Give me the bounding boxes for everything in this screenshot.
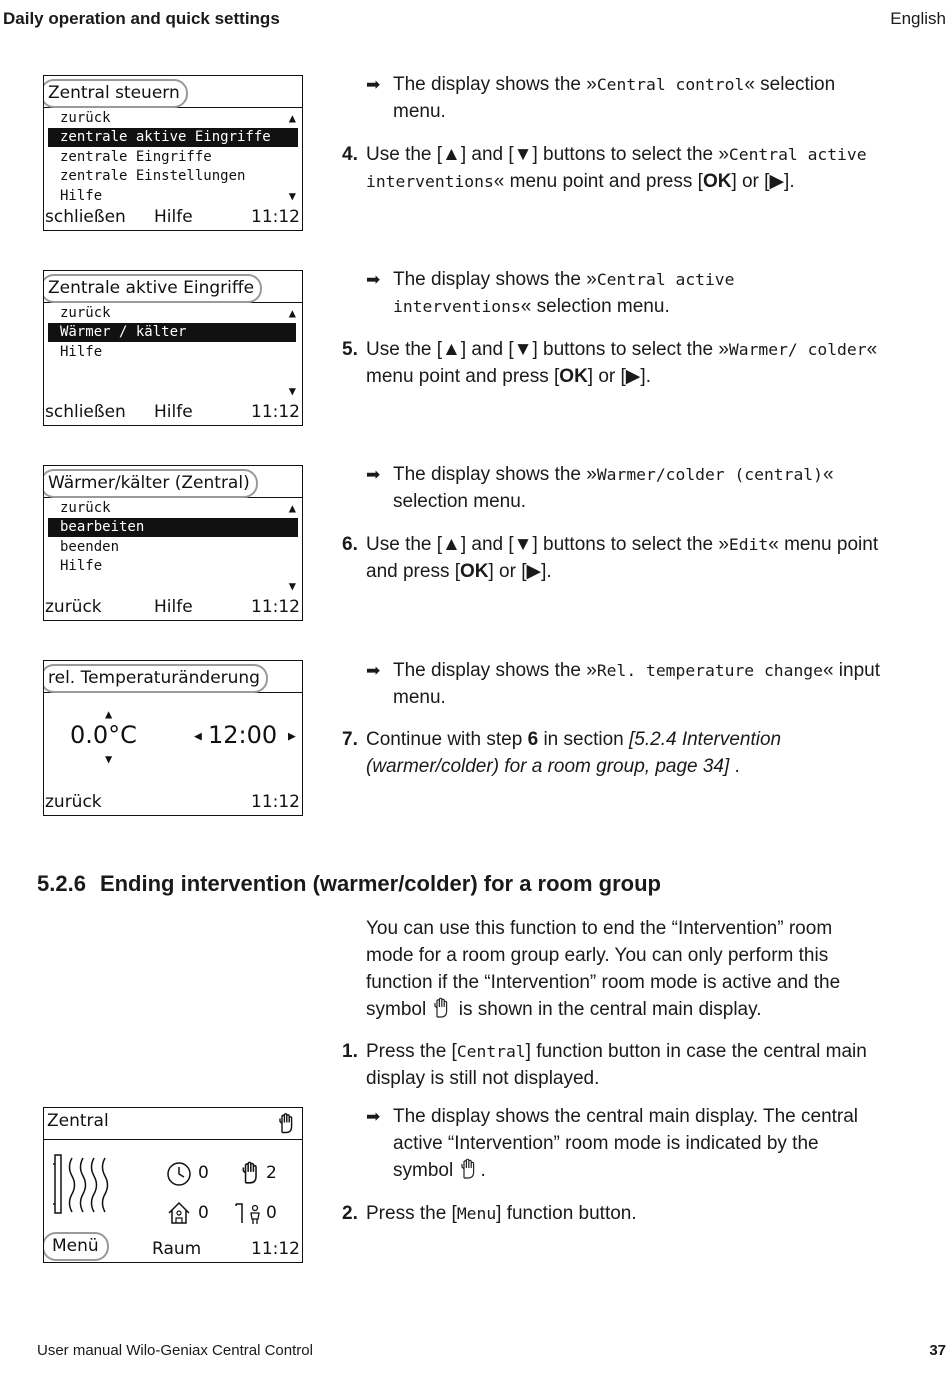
menu-item-selected: Wärmer / kälter [48, 323, 296, 342]
scroll-down-icon: ▼ [288, 579, 296, 593]
lcd-footer-left: schließen [45, 207, 126, 227]
scroll-up-icon: ▲ [288, 306, 296, 320]
scroll-up-icon: ▲ [288, 111, 296, 125]
lcd-clock: 11:12 [251, 1239, 300, 1259]
clock-icon [166, 1161, 192, 1187]
result-arrow-icon: ➡ [366, 1107, 381, 1126]
result-arrow-icon: ➡ [366, 465, 381, 484]
menu-item: Hilfe [60, 558, 103, 574]
hand-icon [431, 997, 453, 1019]
result-text: ➡ The display shows the »Warmer/colder (central)« selection menu. [366, 461, 882, 515]
scroll-down-icon: ▼ [288, 189, 296, 203]
result-arrow-icon: ➡ [366, 270, 381, 289]
lcd-relative-temperature-change [43, 660, 303, 816]
lcd-clock: 11:12 [251, 207, 300, 227]
lcd-title: Zentrale aktive Eingriffe [43, 274, 262, 303]
lcd-title-row [44, 466, 302, 498]
time-right-icon: ▶ [288, 729, 296, 744]
instruction-step: 5. Use the [▲] and [▼] buttons to select the »Warmer/ colder« menu point and press [OK] or [▶]. [342, 339, 878, 387]
footer-manual-title: User manual Wilo-Geniax Central Control [37, 1342, 313, 1359]
hand-icon [239, 1161, 263, 1185]
lcd-clock: 11:12 [251, 792, 300, 812]
menu-item: zentrale Einstellungen [60, 168, 246, 184]
result-text: ➡ The display shows the »Rel. temperature change« input menu. [366, 657, 882, 711]
absent-person-icon [234, 1200, 266, 1226]
intervention-count: 2 [266, 1163, 277, 1183]
menu-item: Hilfe [60, 344, 103, 360]
lcd-footer-left: zurück [45, 597, 102, 617]
lcd-footer-left: schließen [45, 402, 126, 422]
lcd-central-main-display [43, 1107, 303, 1263]
result-arrow-icon: ➡ [366, 75, 381, 94]
menu-item: zurück [60, 110, 111, 126]
instruction-step: 1. Press the [Central] function button in case the central main display is still not displayed. [342, 1041, 867, 1089]
time-value: 12:00 [208, 721, 278, 749]
lcd-central-control [43, 75, 303, 231]
lcd-title-row [44, 661, 302, 693]
lcd-title: Zentral steuern [43, 79, 188, 108]
running-header-left: Daily operation and quick settings [3, 9, 280, 28]
result-text: ➡ The display shows the »Central active interventions« selection menu. [366, 266, 882, 320]
time-left-icon: ◀ [194, 729, 202, 744]
lcd-title: Zentral [47, 1111, 109, 1131]
lcd-clock: 11:12 [251, 402, 300, 422]
scroll-down-icon: ▼ [288, 384, 296, 398]
menu-item: Hilfe [60, 188, 103, 204]
house-icon [166, 1200, 192, 1226]
result-text: ➡ The display shows the central main display. The central active “Intervention” room mode is indicated by the symbol . [366, 1103, 882, 1184]
lcd-warmer-colder-central [43, 465, 303, 621]
value-down-icon: ▼ [105, 752, 113, 766]
lcd-title-row [44, 271, 302, 303]
menu-button[interactable]: Menü [43, 1232, 109, 1261]
section-intro: You can use this function to end the “Intervention” room mode for a room group early. You can only perform this function if the “Intervention” room mode is active and the symbol is shown in the central main display. [366, 918, 841, 1020]
lcd-title: rel. Temperaturänderung [43, 664, 268, 693]
menu-item: zentrale Eingriffe [60, 149, 212, 165]
lcd-clock: 11:12 [251, 597, 300, 617]
result-text: ➡ The display shows the »Central control« selection menu. [366, 71, 882, 125]
result-arrow-icon: ➡ [366, 661, 381, 680]
lcd-footer-mid: Hilfe [154, 597, 193, 617]
instruction-step: 2. Press the [Menu] function button. [342, 1203, 637, 1224]
instruction-step: 4. Use the [▲] and [▼] buttons to select the »Central active interventions« menu point and press [OK] or [▶]. [342, 144, 867, 192]
absent-count: 0 [266, 1203, 277, 1223]
section-heading: 5.2.6 Ending intervention (warmer/colder) for a room group [37, 871, 661, 896]
instruction-step: 7. Continue with step 6 in section [5.2.4 Intervention (warmer/colder) for a room group, page 34] . [342, 729, 782, 777]
clock-count: 0 [198, 1163, 209, 1183]
scroll-up-icon: ▲ [288, 501, 296, 515]
room-button[interactable]: Raum [152, 1239, 202, 1259]
running-header-right: English [890, 9, 946, 28]
lcd-title-row [44, 76, 302, 108]
lcd-footer-left: zurück [45, 792, 102, 812]
lcd-footer-mid: Hilfe [154, 402, 193, 422]
page-number: 37 [929, 1342, 946, 1359]
hand-icon [276, 1112, 298, 1135]
menu-item: zurück [60, 500, 111, 516]
hand-icon [458, 1158, 480, 1180]
radiator-icon [52, 1150, 112, 1218]
lcd-footer-mid: Hilfe [154, 207, 193, 227]
lcd-title-row [44, 1108, 302, 1140]
lcd-central-active-interventions [43, 270, 303, 426]
menu-item: zurück [60, 305, 111, 321]
menu-item-selected: bearbeiten [48, 518, 298, 537]
instruction-step: 6. Use the [▲] and [▼] buttons to select the »Edit« menu point and press [OK] or [▶]. [342, 534, 879, 582]
value-up-icon: ▲ [105, 707, 113, 721]
temperature-value: 0.0°C [70, 721, 137, 749]
menu-item-selected: zentrale aktive Eingriffe [48, 128, 298, 147]
menu-item: beenden [60, 539, 120, 555]
lcd-title: Wärmer/kälter (Zentral) [43, 469, 258, 498]
house-count: 0 [198, 1203, 209, 1223]
